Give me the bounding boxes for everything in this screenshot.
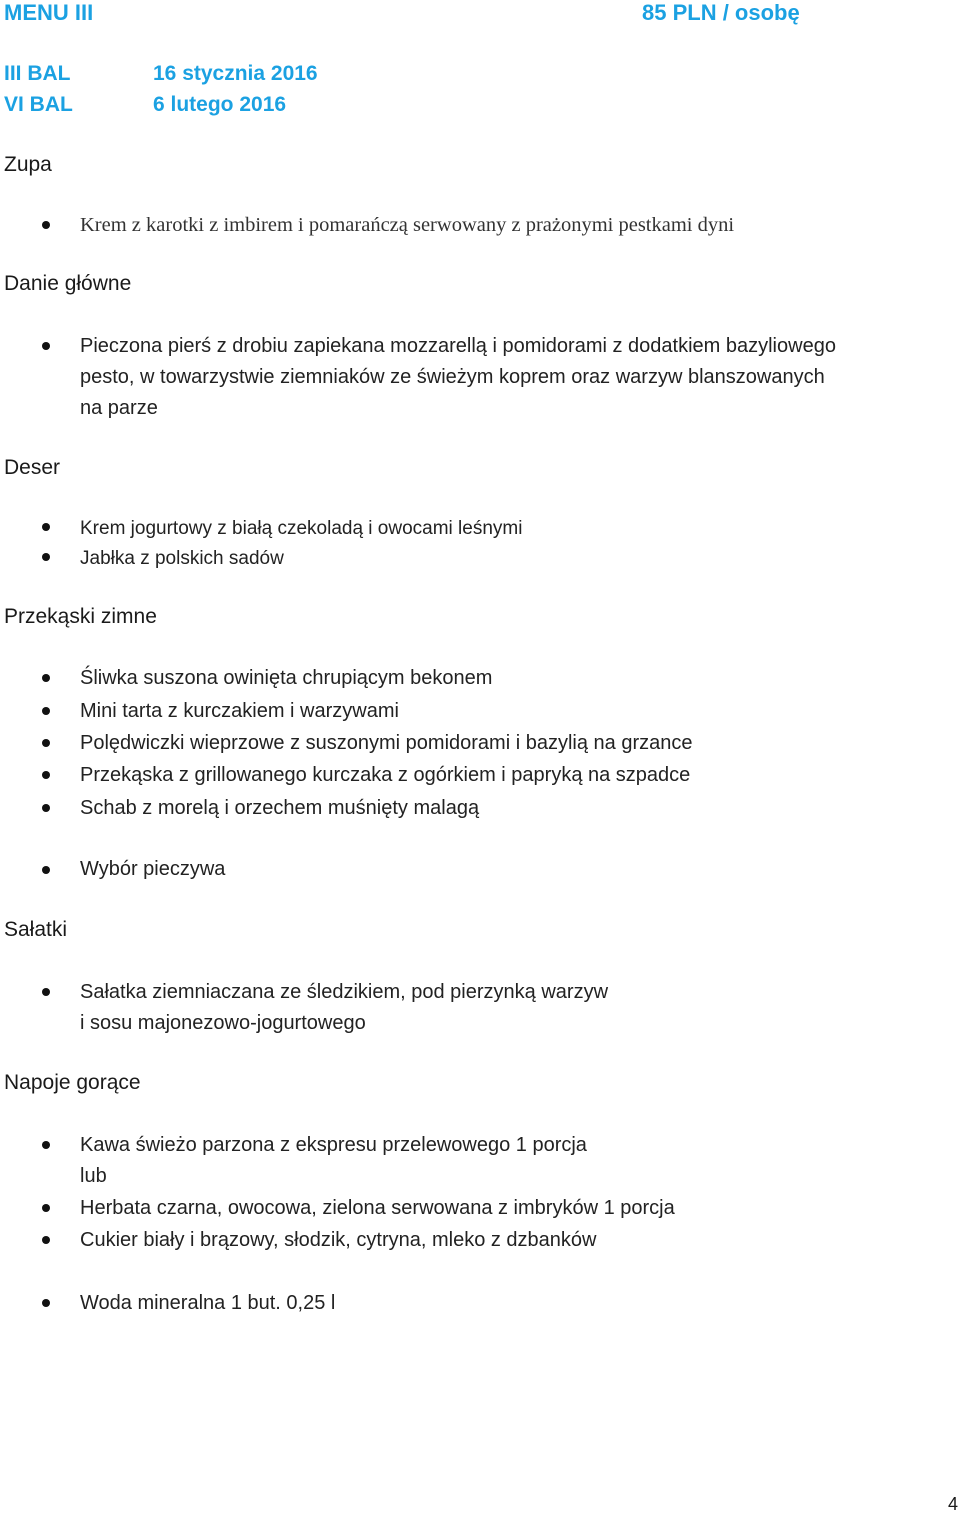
- section-heading-przekaski: Przekąski zimne: [4, 605, 157, 628]
- section-heading-deser: Deser: [4, 456, 61, 479]
- list-item: Herbata czarna, owocowa, zielona serwowana z imbryków 1 porcja: [80, 1197, 675, 1219]
- list-item: Jabłka z polskich sadów: [80, 548, 284, 569]
- bullet-icon: [42, 674, 50, 682]
- price-per-person: 85 PLN / osobę: [642, 0, 800, 25]
- bullet-icon: [42, 1141, 50, 1149]
- list-item: Krem jogurtowy z białą czekoladą i owocami leśnymi: [80, 518, 523, 539]
- list-item-line: Sałatka ziemniaczana ze śledzikiem, pod pierzynką warzyw: [80, 981, 609, 1003]
- section-heading-zupa: Zupa: [4, 153, 52, 176]
- list-item-line: Kawa świeżo parzona z ekspresu przelewowego 1 porcja: [80, 1134, 587, 1156]
- menu-title: MENU III: [4, 0, 94, 25]
- bullet-icon: [42, 866, 50, 874]
- bullet-icon: [42, 1236, 50, 1244]
- event-date: 16 stycznia 2016: [153, 62, 318, 85]
- list-item: Polędwiczki wieprzowe z suszonymi pomidorami i bazylią na grzance: [80, 732, 693, 754]
- bullet-icon: [42, 771, 50, 779]
- bullet-icon: [42, 1299, 50, 1307]
- bullet-icon: [42, 707, 50, 715]
- list-item: Woda mineralna 1 but. 0,25 l: [80, 1292, 336, 1314]
- bullet-icon: [42, 553, 50, 561]
- bullet-icon: [42, 221, 50, 229]
- list-item-line: pesto, w towarzystwie ziemniaków ze świeżym koprem oraz warzyw blanszowanych: [80, 366, 825, 388]
- list-item: Schab z morelą i orzechem muśnięty malagą: [80, 797, 480, 819]
- list-item-line: i sosu majonezowo-jogurtowego: [80, 1012, 366, 1034]
- bullet-icon: [42, 1204, 50, 1212]
- list-item-line: Pieczona pierś z drobiu zapiekana mozzarellą i pomidorami z dodatkiem bazyliowego: [80, 335, 836, 357]
- bullet-icon: [42, 523, 50, 531]
- list-item-line: lub: [80, 1165, 107, 1187]
- page-number: 4: [948, 1494, 959, 1514]
- list-item: Krem z karotki z imbirem i pomarańczą serwowany z prażonymi pestkami dyni: [80, 214, 735, 236]
- section-heading-danie-glowne: Danie główne: [4, 272, 132, 295]
- list-item: Przekąska z grillowanego kurczaka z ogórkiem i papryką na szpadce: [80, 764, 691, 786]
- list-item: Cukier biały i brązowy, słodzik, cytryna, mleko z dzbanków: [80, 1229, 597, 1251]
- bullet-icon: [42, 804, 50, 812]
- bullet-icon: [42, 988, 50, 996]
- list-item: Mini tarta z kurczakiem i warzywami: [80, 700, 399, 722]
- bullet-icon: [42, 342, 50, 350]
- event-name: VI BAL: [4, 93, 73, 116]
- section-heading-napoje: Napoje gorące: [4, 1071, 141, 1094]
- list-item: Śliwka suszona owinięta chrupiącym bekonem: [80, 667, 493, 689]
- list-item-line: na parze: [80, 397, 158, 419]
- event-date: 6 lutego 2016: [153, 93, 287, 116]
- list-item: Wybór pieczywa: [80, 858, 226, 880]
- bullet-icon: [42, 739, 50, 747]
- event-name: III BAL: [4, 62, 71, 85]
- section-heading-salatki: Sałatki: [4, 918, 68, 941]
